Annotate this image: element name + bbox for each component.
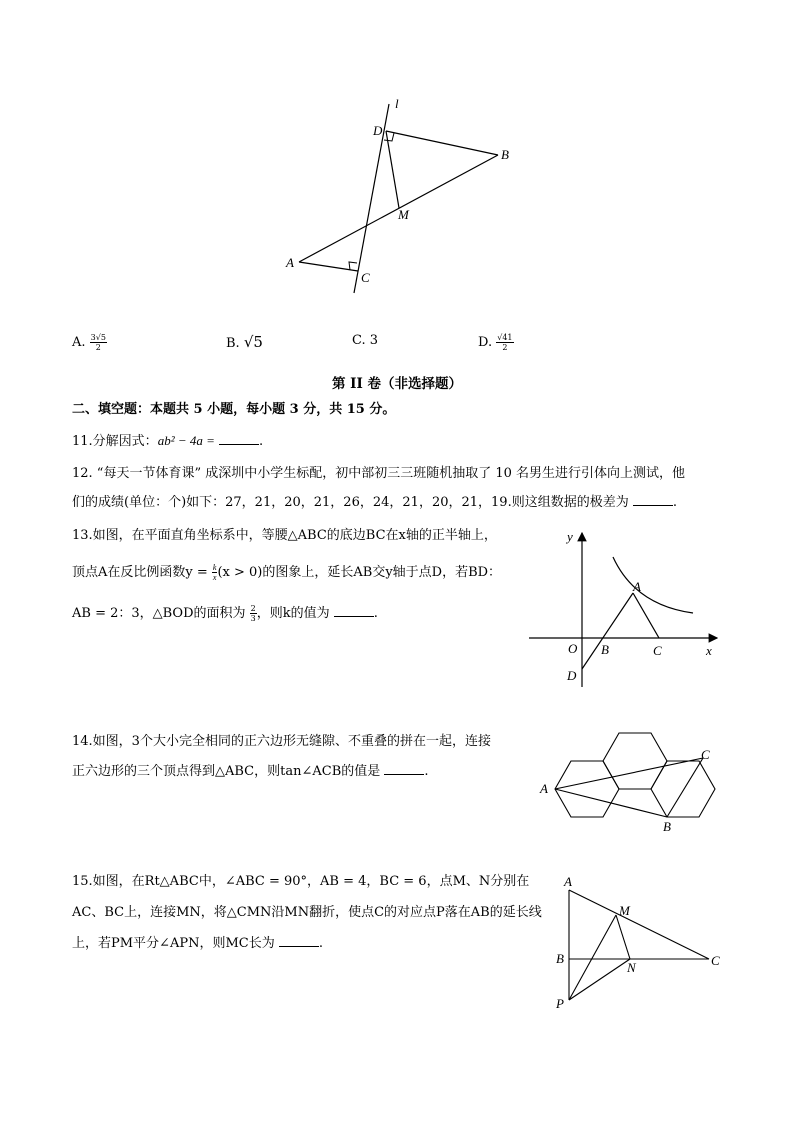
option-d-fraction: $\frac{√41}{2}$ xyxy=(497,333,513,352)
q15-label-A: A xyxy=(564,874,572,889)
segment-MN xyxy=(616,915,630,959)
q13-label-B: B xyxy=(601,642,609,657)
question-13-line3: AB = 2：3，△BOD的面积为 $\frac{2}{3}$ ，则k的值为 . xyxy=(72,604,378,623)
section-heading: 二、填空题：本题共 5 小题，每小题 3 分，共 15 分。 xyxy=(72,402,396,417)
segment-BC xyxy=(667,758,703,817)
q15-label-M: M xyxy=(619,903,630,918)
label-A: A xyxy=(286,255,294,270)
q13-label-C: C xyxy=(653,643,662,658)
hexagon-left xyxy=(555,761,619,817)
segment-AC xyxy=(633,593,659,638)
figure-q15 xyxy=(550,870,730,1015)
q15-label-B: B xyxy=(556,951,564,966)
option-b: B. √5 xyxy=(226,333,263,351)
segment-PN xyxy=(569,959,630,1000)
figure-q13 xyxy=(525,525,725,690)
question-13-line1: 13.如图，在平面直角坐标系中，等腰△ABC的底边BC在x轴的正半轴上， xyxy=(72,528,497,543)
option-a: A. $\frac{3√5}{2}$ xyxy=(72,333,106,352)
question-15-line3: 上，若PM平分∠APN，则MC长为 . xyxy=(72,936,324,951)
q14-label-C: C xyxy=(701,747,710,762)
q13-label-D: D xyxy=(567,668,577,683)
question-12-line2: 们的成绩(单位：个)如下：27，21，20，21，26，24，21，20，21，19.则这组数据的极差为 . xyxy=(72,495,677,510)
question-12-line1: 12. “每天一节体育课” 成深圳中小学生标配，初中部初三三班随机抽取了 10 名男生进行引体向上测试，他 xyxy=(72,466,686,481)
label-B: B xyxy=(501,147,509,162)
option-a-fraction: $\frac{3√5}{2}$ xyxy=(90,333,106,352)
segment-DM xyxy=(386,131,399,208)
question-13-line2: 顶点A在反比例函数y = $\frac{k}{x}$ (x > 0)的图象上，延长AB交y轴于点D，若BD： xyxy=(72,563,502,582)
q13-fraction-k-x: $\frac{k}{x}$ xyxy=(212,563,217,582)
segment-DB xyxy=(386,131,498,155)
q13-label-O: O xyxy=(568,641,578,656)
figure-q10 xyxy=(270,90,530,300)
segment-PM xyxy=(569,915,616,1000)
answer-blank-15[interactable] xyxy=(279,936,319,947)
right-angle-D xyxy=(384,133,394,141)
answer-blank-12[interactable] xyxy=(633,495,673,506)
segment-AB xyxy=(555,789,667,817)
label-C: C xyxy=(361,270,370,285)
hexagon-right xyxy=(651,761,715,817)
q15-label-N: N xyxy=(627,960,636,975)
right-angle-C xyxy=(349,262,357,270)
question-14-line2: 正六边形的三个顶点得到△ABC，则tan∠ACB的值是 . xyxy=(72,764,429,779)
section-title: 第 II 卷（非选择题） xyxy=(331,376,463,392)
q14-label-B: B xyxy=(663,819,671,834)
label-l: l xyxy=(395,96,399,111)
label-M: M xyxy=(398,207,409,222)
question-15-line2: AC、BC上，连接MN，将△CMN沿MN翻折，使点C的对应点P落在AB的延长线 xyxy=(72,905,542,920)
figure-q14 xyxy=(535,728,725,838)
line-l xyxy=(354,104,389,293)
question-14-line1: 14.如图，3个大小完全相同的正六边形无缝隙、不重叠的拼在一起，连接 xyxy=(72,734,491,749)
hexagon-top xyxy=(603,733,667,789)
segment-AC xyxy=(555,758,703,789)
option-d: D. $\frac{√41}{2}$ xyxy=(478,333,513,352)
answer-blank-14[interactable] xyxy=(384,764,424,775)
question-11: 11.分解因式：ab² − 4a = . xyxy=(72,433,264,449)
q13-fraction-area: $\frac{2}{3}$ xyxy=(250,604,256,623)
segment-AC xyxy=(569,890,709,959)
q13-label-x: x xyxy=(706,643,712,658)
q14-label-A: A xyxy=(540,781,548,796)
answer-blank-13[interactable] xyxy=(334,606,374,617)
q15-label-P: P xyxy=(556,996,564,1011)
answer-blank-11[interactable] xyxy=(219,434,259,445)
label-D: D xyxy=(373,123,383,138)
q13-label-A: A xyxy=(633,579,641,594)
q13-label-y: y xyxy=(567,529,573,544)
q15-label-C: C xyxy=(711,953,720,968)
question-15-line1: 15.如图，在Rt△ABC中，∠ABC = 90°，AB = 4，BC = 6，点M、N分别在 xyxy=(72,874,530,889)
option-c: C. 3 xyxy=(352,333,379,348)
segment-DA xyxy=(582,593,633,669)
